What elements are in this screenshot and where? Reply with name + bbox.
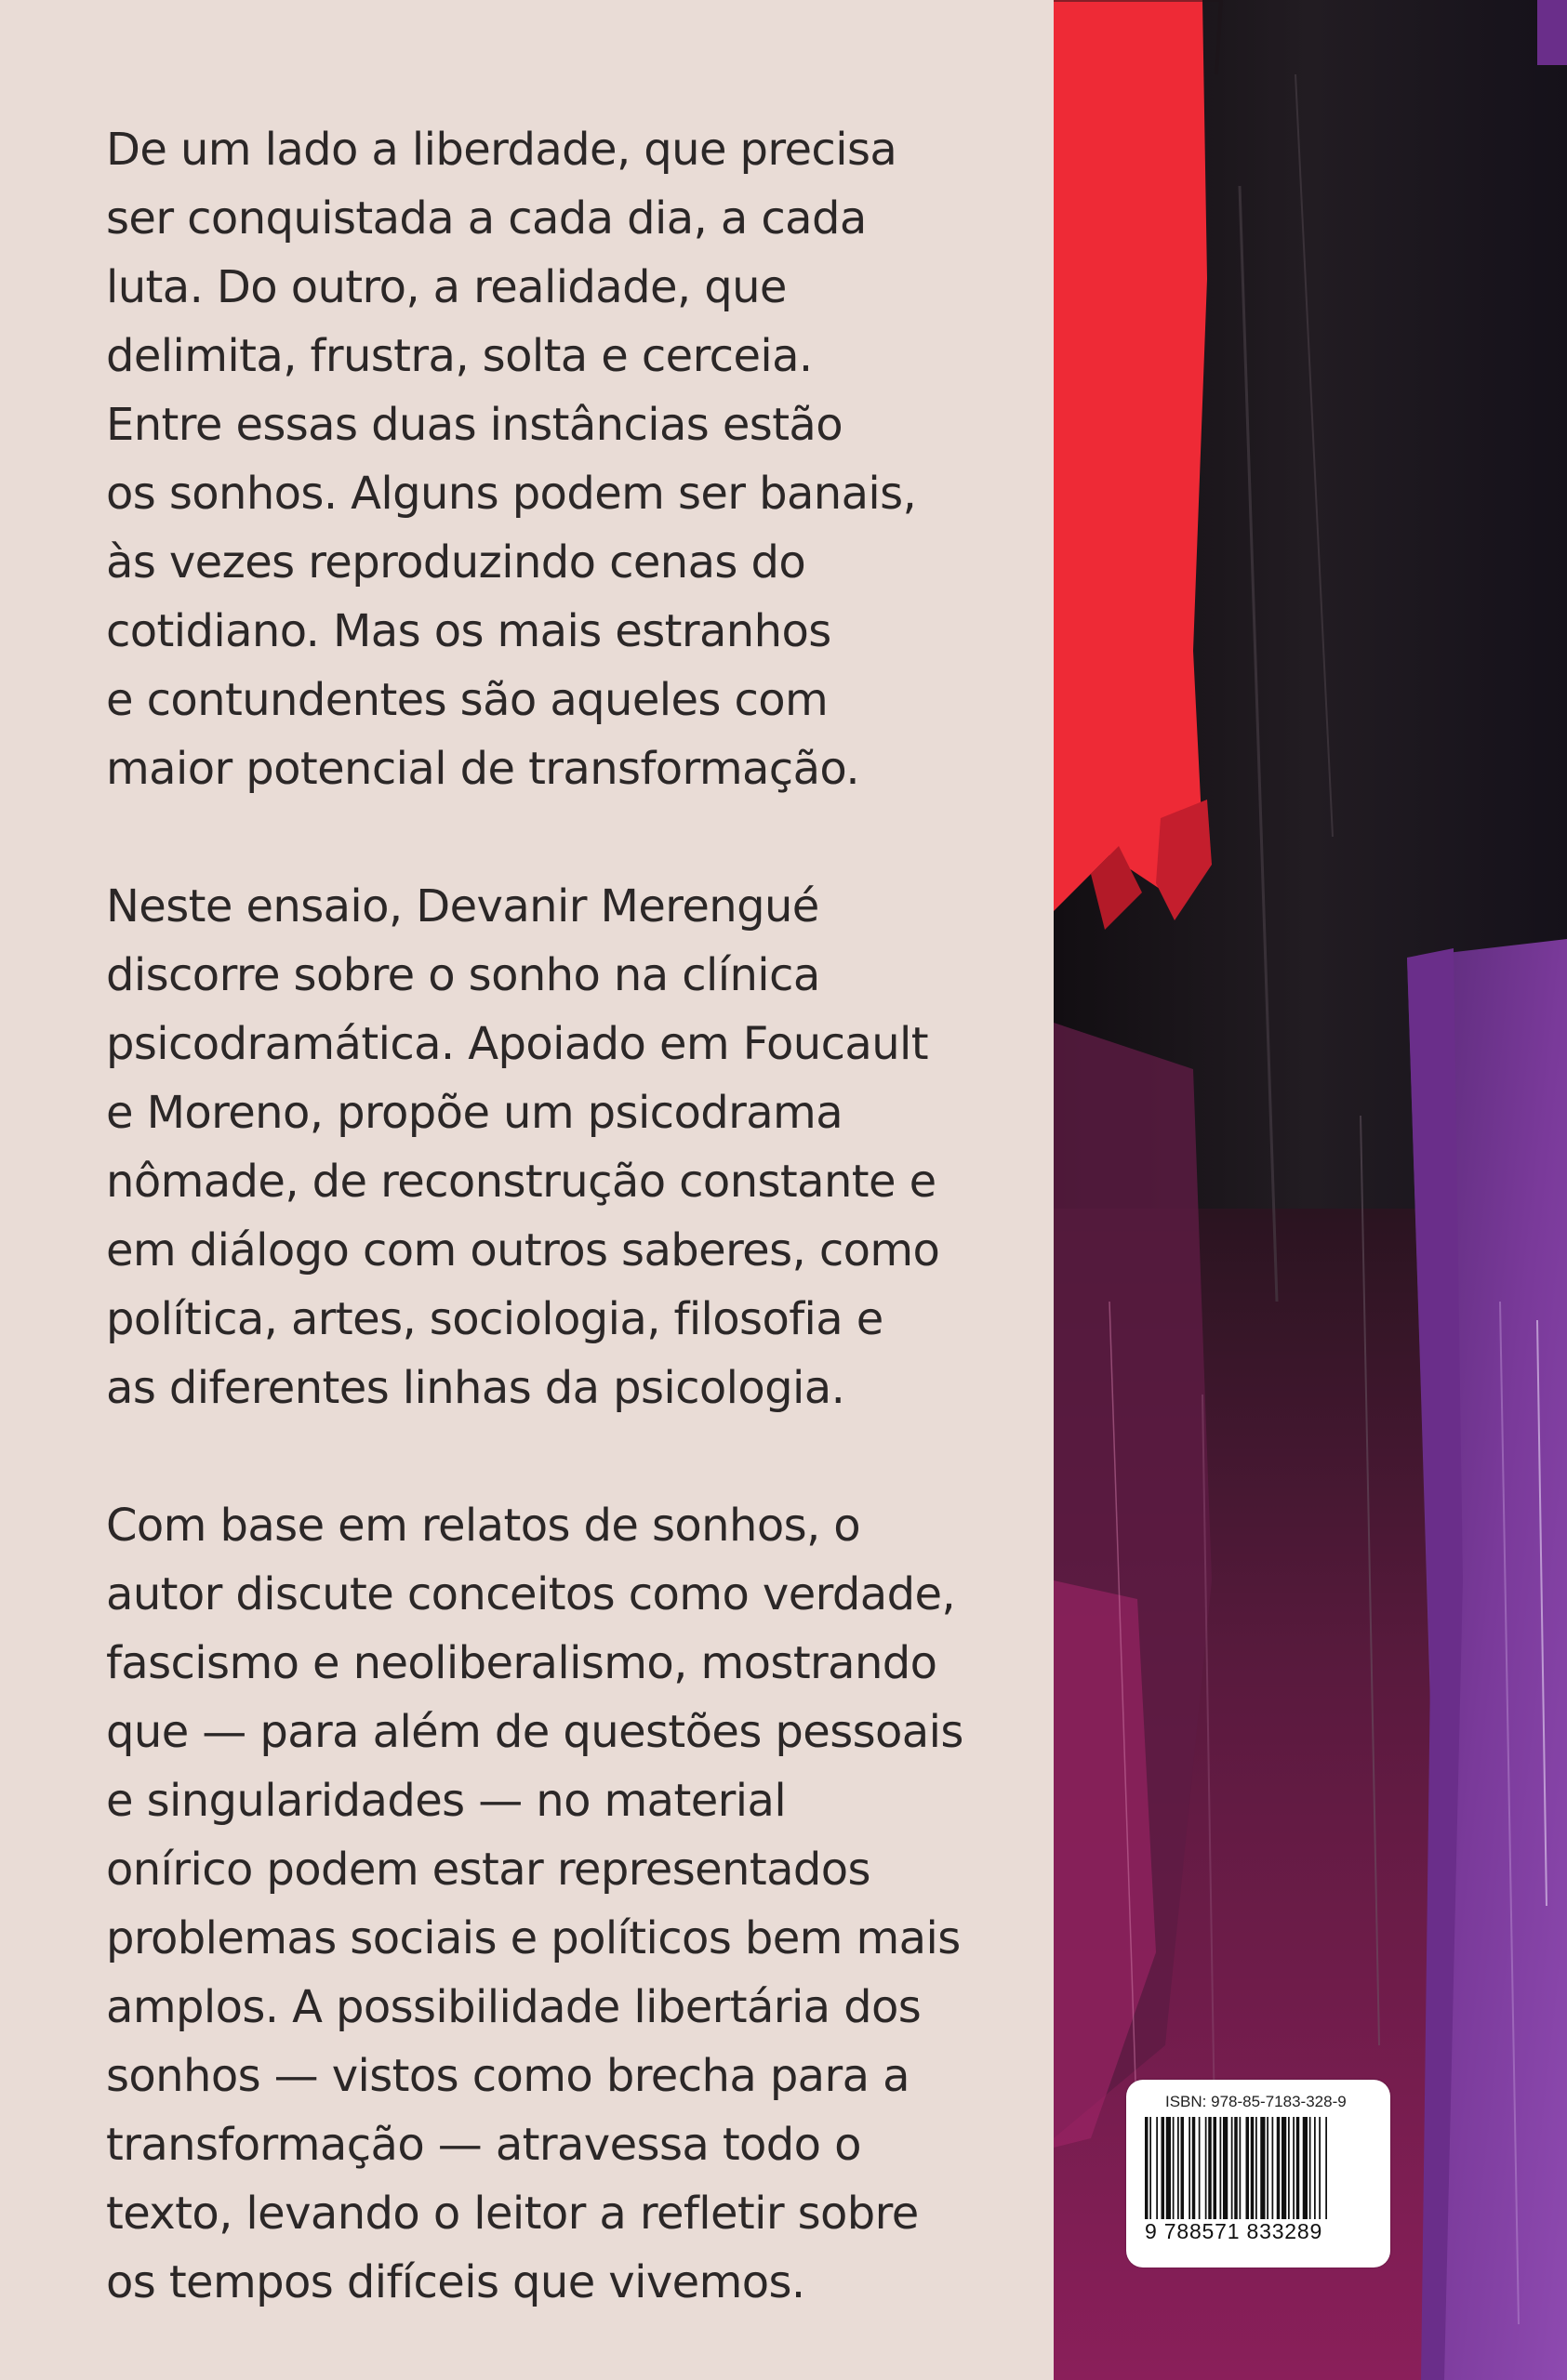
abstract-painting [1054, 0, 1567, 2380]
blurb-paragraph-1 [106, 115, 999, 803]
blurb-line: sonhos — vistos como brecha para a [106, 2050, 910, 2102]
barcode-digits: 9 788571 833289 [1143, 2219, 1379, 2244]
blurb-line: as diferentes linhas da psicologia. [106, 1362, 845, 1414]
blurb-line: problemas sociais e políticos bem mais [106, 1912, 961, 1964]
blurb-line: e singularidades — no material [106, 1775, 787, 1827]
blurb-line: amplos. A possibilidade libertária dos [106, 1981, 922, 2033]
blurb-paragraph-3 [106, 1491, 999, 2317]
blurb-line: os sonhos. Alguns podem ser banais, [106, 468, 917, 520]
blurb [106, 115, 999, 2317]
blurb-line: e Moreno, propõe um psicodrama [106, 1087, 843, 1139]
blurb-line: e contundentes são aqueles com [106, 674, 829, 726]
blurb-line: onírico podem estar representados [106, 1844, 870, 1896]
blurb-line: maior potencial de transformação. [106, 743, 859, 795]
blurb-line: De um lado a liberdade, que precisa [106, 124, 897, 176]
blurb-line: Neste ensaio, Devanir Merengué [106, 880, 819, 932]
isbn-label: ISBN: 978-85-7183-328-9 [1165, 2093, 1347, 2110]
blurb-paragraph-2 [106, 872, 999, 1422]
blurb-line: nômade, de reconstrução constante e [106, 1156, 936, 1208]
blurb-line: os tempos difíceis que vivemos. [106, 2256, 805, 2308]
blurb-line: texto, levando o leitor a refletir sobre [106, 2188, 919, 2240]
blurb-line: política, artes, sociologia, filosofia e [106, 1293, 883, 1345]
isbn-barcode [1126, 2080, 1390, 2268]
paragraph-spacer [106, 803, 999, 872]
blurb-line: Com base em relatos de sonhos, o [106, 1500, 861, 1552]
blurb-line: que — para além de questões pessoais [106, 1706, 963, 1758]
blurb-line: fascismo e neoliberalismo, mostrando [106, 1637, 937, 1689]
paragraph-spacer [106, 1422, 999, 1491]
blurb-line: psicodramática. Apoiado em Foucault [106, 1018, 928, 1070]
blurb-line: delimita, frustra, solta e cerceia. [106, 330, 813, 382]
blurb-line: Entre essas duas instâncias estão [106, 399, 843, 451]
blurb-line: em diálogo com outros saberes, como [106, 1224, 940, 1276]
blurb-line: discorre sobre o sonho na clínica [106, 949, 820, 1001]
blurb-line: às vezes reproduzindo cenas do [106, 536, 806, 588]
blurb-line: transformação — atravessa todo o [106, 2119, 861, 2171]
cover-artwork [1054, 0, 1567, 2380]
blurb-line: ser conquistada a cada dia, a cada [106, 192, 867, 245]
blurb-line: autor discute conceitos como verdade, [106, 1568, 956, 1620]
blurb-line: cotidiano. Mas os mais estranhos [106, 605, 831, 657]
blurb-line: luta. Do outro, a realidade, que [106, 261, 787, 313]
